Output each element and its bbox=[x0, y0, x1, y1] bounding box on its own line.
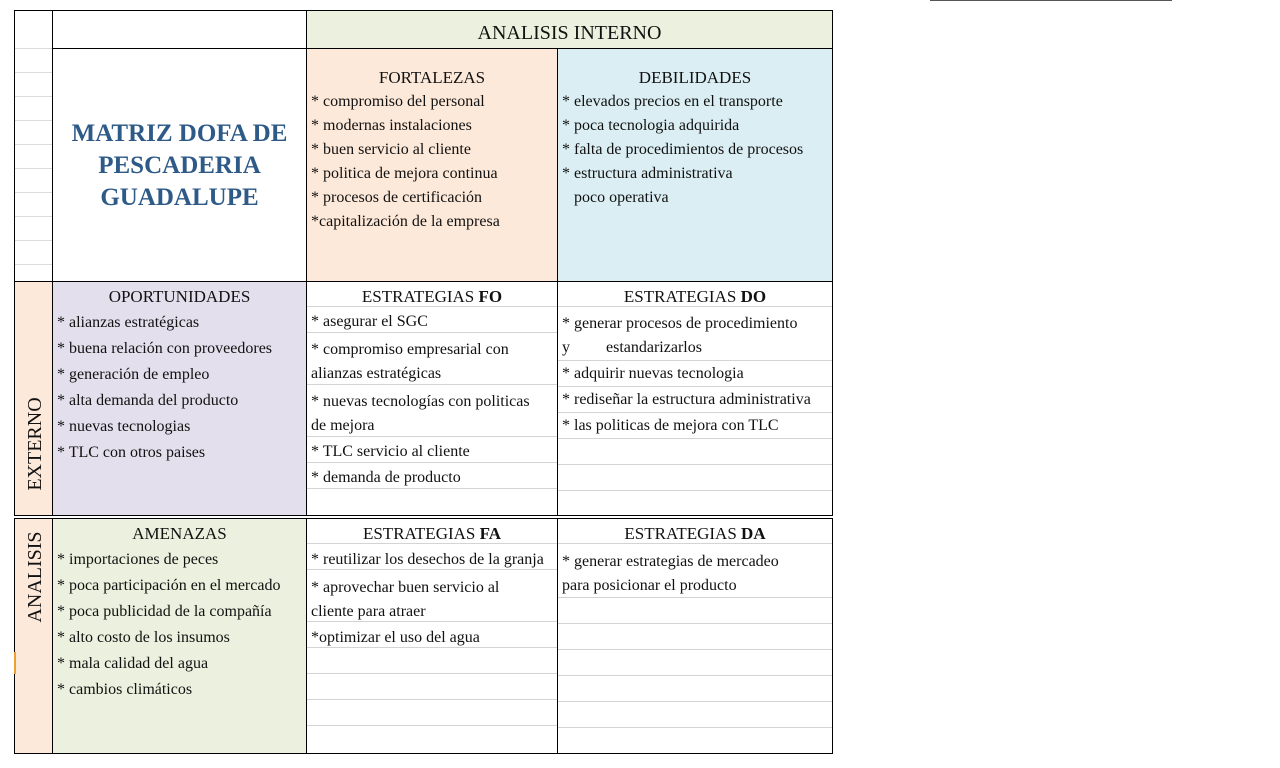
amenazas-item: * poca participación en el mercado bbox=[57, 577, 281, 594]
top-right-rule bbox=[930, 0, 1172, 1]
oportunidades-cell[interactable] bbox=[52, 281, 307, 516]
fo-title: ESTRATEGIAS FO bbox=[361, 287, 503, 306]
do-item: * generar procesos de procedimiento bbox=[562, 315, 798, 332]
fortalezas-cell[interactable] bbox=[306, 48, 558, 282]
oportunidades-item: * alianzas estratégicas bbox=[57, 314, 200, 331]
matrix-title-line2: PESCADERIA bbox=[98, 152, 261, 179]
fa-item: * aprovechar buen servicio al bbox=[311, 579, 500, 596]
amenazas-item: * mala calidad del agua bbox=[57, 655, 209, 672]
external-label-upper-cell[interactable] bbox=[14, 281, 53, 516]
do-item: * las politicas de mejora con TLC bbox=[562, 417, 779, 434]
amenazas-item: * importaciones de peces bbox=[57, 551, 219, 568]
amenazas-title: AMENAZAS bbox=[132, 524, 227, 543]
do-cell[interactable] bbox=[557, 281, 833, 516]
debilidades-item: * falta de procedimientos de procesos bbox=[562, 141, 804, 158]
amenazas-item: * cambios climáticos bbox=[57, 681, 193, 698]
do-item: * rediseñar la estructura administrativa bbox=[562, 391, 811, 408]
matrix-title-line3: GUADALUPE bbox=[100, 184, 259, 211]
fa-title: ESTRATEGIAS FA bbox=[362, 524, 502, 543]
fortalezas-item: * politica de mejora continua bbox=[311, 165, 498, 182]
external-label-lower-cell[interactable] bbox=[14, 518, 53, 754]
da-title: ESTRATEGIAS DA bbox=[624, 524, 766, 543]
fo-item: alianzas estratégicas bbox=[311, 365, 442, 382]
fortalezas-item: * modernas instalaciones bbox=[311, 117, 472, 134]
oportunidades-item: * alta demanda del producto bbox=[57, 392, 239, 409]
debilidades-cell[interactable] bbox=[557, 48, 833, 282]
fortalezas-title: FORTALEZAS bbox=[378, 68, 486, 87]
debilidades-title: DEBILIDADES bbox=[638, 68, 752, 87]
debilidades-item: poco operativa bbox=[562, 189, 669, 206]
debilidades-item: * estructura administrativa bbox=[562, 165, 733, 182]
matrix-title-cell[interactable] bbox=[52, 48, 307, 282]
amenazas-item: * poca publicidad de la compañía bbox=[57, 603, 272, 620]
empty-corner-left[interactable] bbox=[14, 10, 53, 282]
cell-cursor-marker bbox=[14, 652, 16, 674]
fa-item: *optimizar el uso del agua bbox=[311, 629, 480, 646]
fa-cell[interactable] bbox=[306, 518, 558, 754]
oportunidades-title: OPORTUNIDADES bbox=[108, 287, 251, 306]
fo-item: de mejora bbox=[311, 417, 375, 434]
internal-analysis-header[interactable] bbox=[306, 10, 833, 49]
do-item: y estandarizarlos bbox=[562, 339, 702, 356]
fo-item: * nuevas tecnologías con politicas bbox=[311, 393, 530, 410]
external-label-lower: ANALISIS bbox=[24, 531, 46, 623]
do-title: ESTRATEGIAS DO bbox=[623, 287, 767, 306]
fo-item: * compromiso empresarial con bbox=[311, 341, 509, 358]
da-item: para posicionar el producto bbox=[562, 577, 737, 594]
fortalezas-item: * procesos de certificación bbox=[311, 189, 483, 206]
oportunidades-item: * TLC con otros paises bbox=[57, 444, 206, 461]
fo-item: * asegurar el SGC bbox=[311, 313, 428, 330]
external-label-upper: EXTERNO bbox=[24, 397, 46, 491]
oportunidades-item: * nuevas tecnologias bbox=[57, 418, 191, 435]
da-cell[interactable] bbox=[557, 518, 833, 754]
internal-analysis-label: ANALISIS INTERNO bbox=[477, 22, 662, 44]
fortalezas-item: * compromiso del personal bbox=[311, 93, 485, 110]
amenazas-item: * alto costo de los insumos bbox=[57, 629, 230, 646]
fa-item: * reutilizar los desechos de la granja bbox=[311, 551, 544, 568]
matrix-title-line1: MATRIZ DOFA DE bbox=[71, 120, 288, 147]
fo-item: * TLC servicio al cliente bbox=[311, 443, 470, 460]
fo-cell[interactable] bbox=[306, 281, 558, 516]
da-item: * generar estrategias de mercadeo bbox=[562, 553, 779, 570]
amenazas-cell[interactable] bbox=[52, 518, 307, 754]
oportunidades-item: * buena relación con proveedores bbox=[57, 340, 273, 357]
debilidades-item: * poca tecnologia adquirida bbox=[562, 117, 740, 134]
fortalezas-item: *capitalización de la empresa bbox=[311, 213, 500, 230]
do-item: * adquirir nuevas tecnologia bbox=[562, 365, 744, 382]
fo-item: * demanda de producto bbox=[311, 469, 461, 486]
debilidades-item: * elevados precios en el transporte bbox=[562, 93, 783, 110]
oportunidades-item: * generación de empleo bbox=[57, 366, 210, 383]
fa-item: cliente para atraer bbox=[311, 603, 426, 620]
fortalezas-item: * buen servicio al cliente bbox=[311, 141, 471, 158]
empty-corner-top[interactable] bbox=[52, 10, 307, 49]
